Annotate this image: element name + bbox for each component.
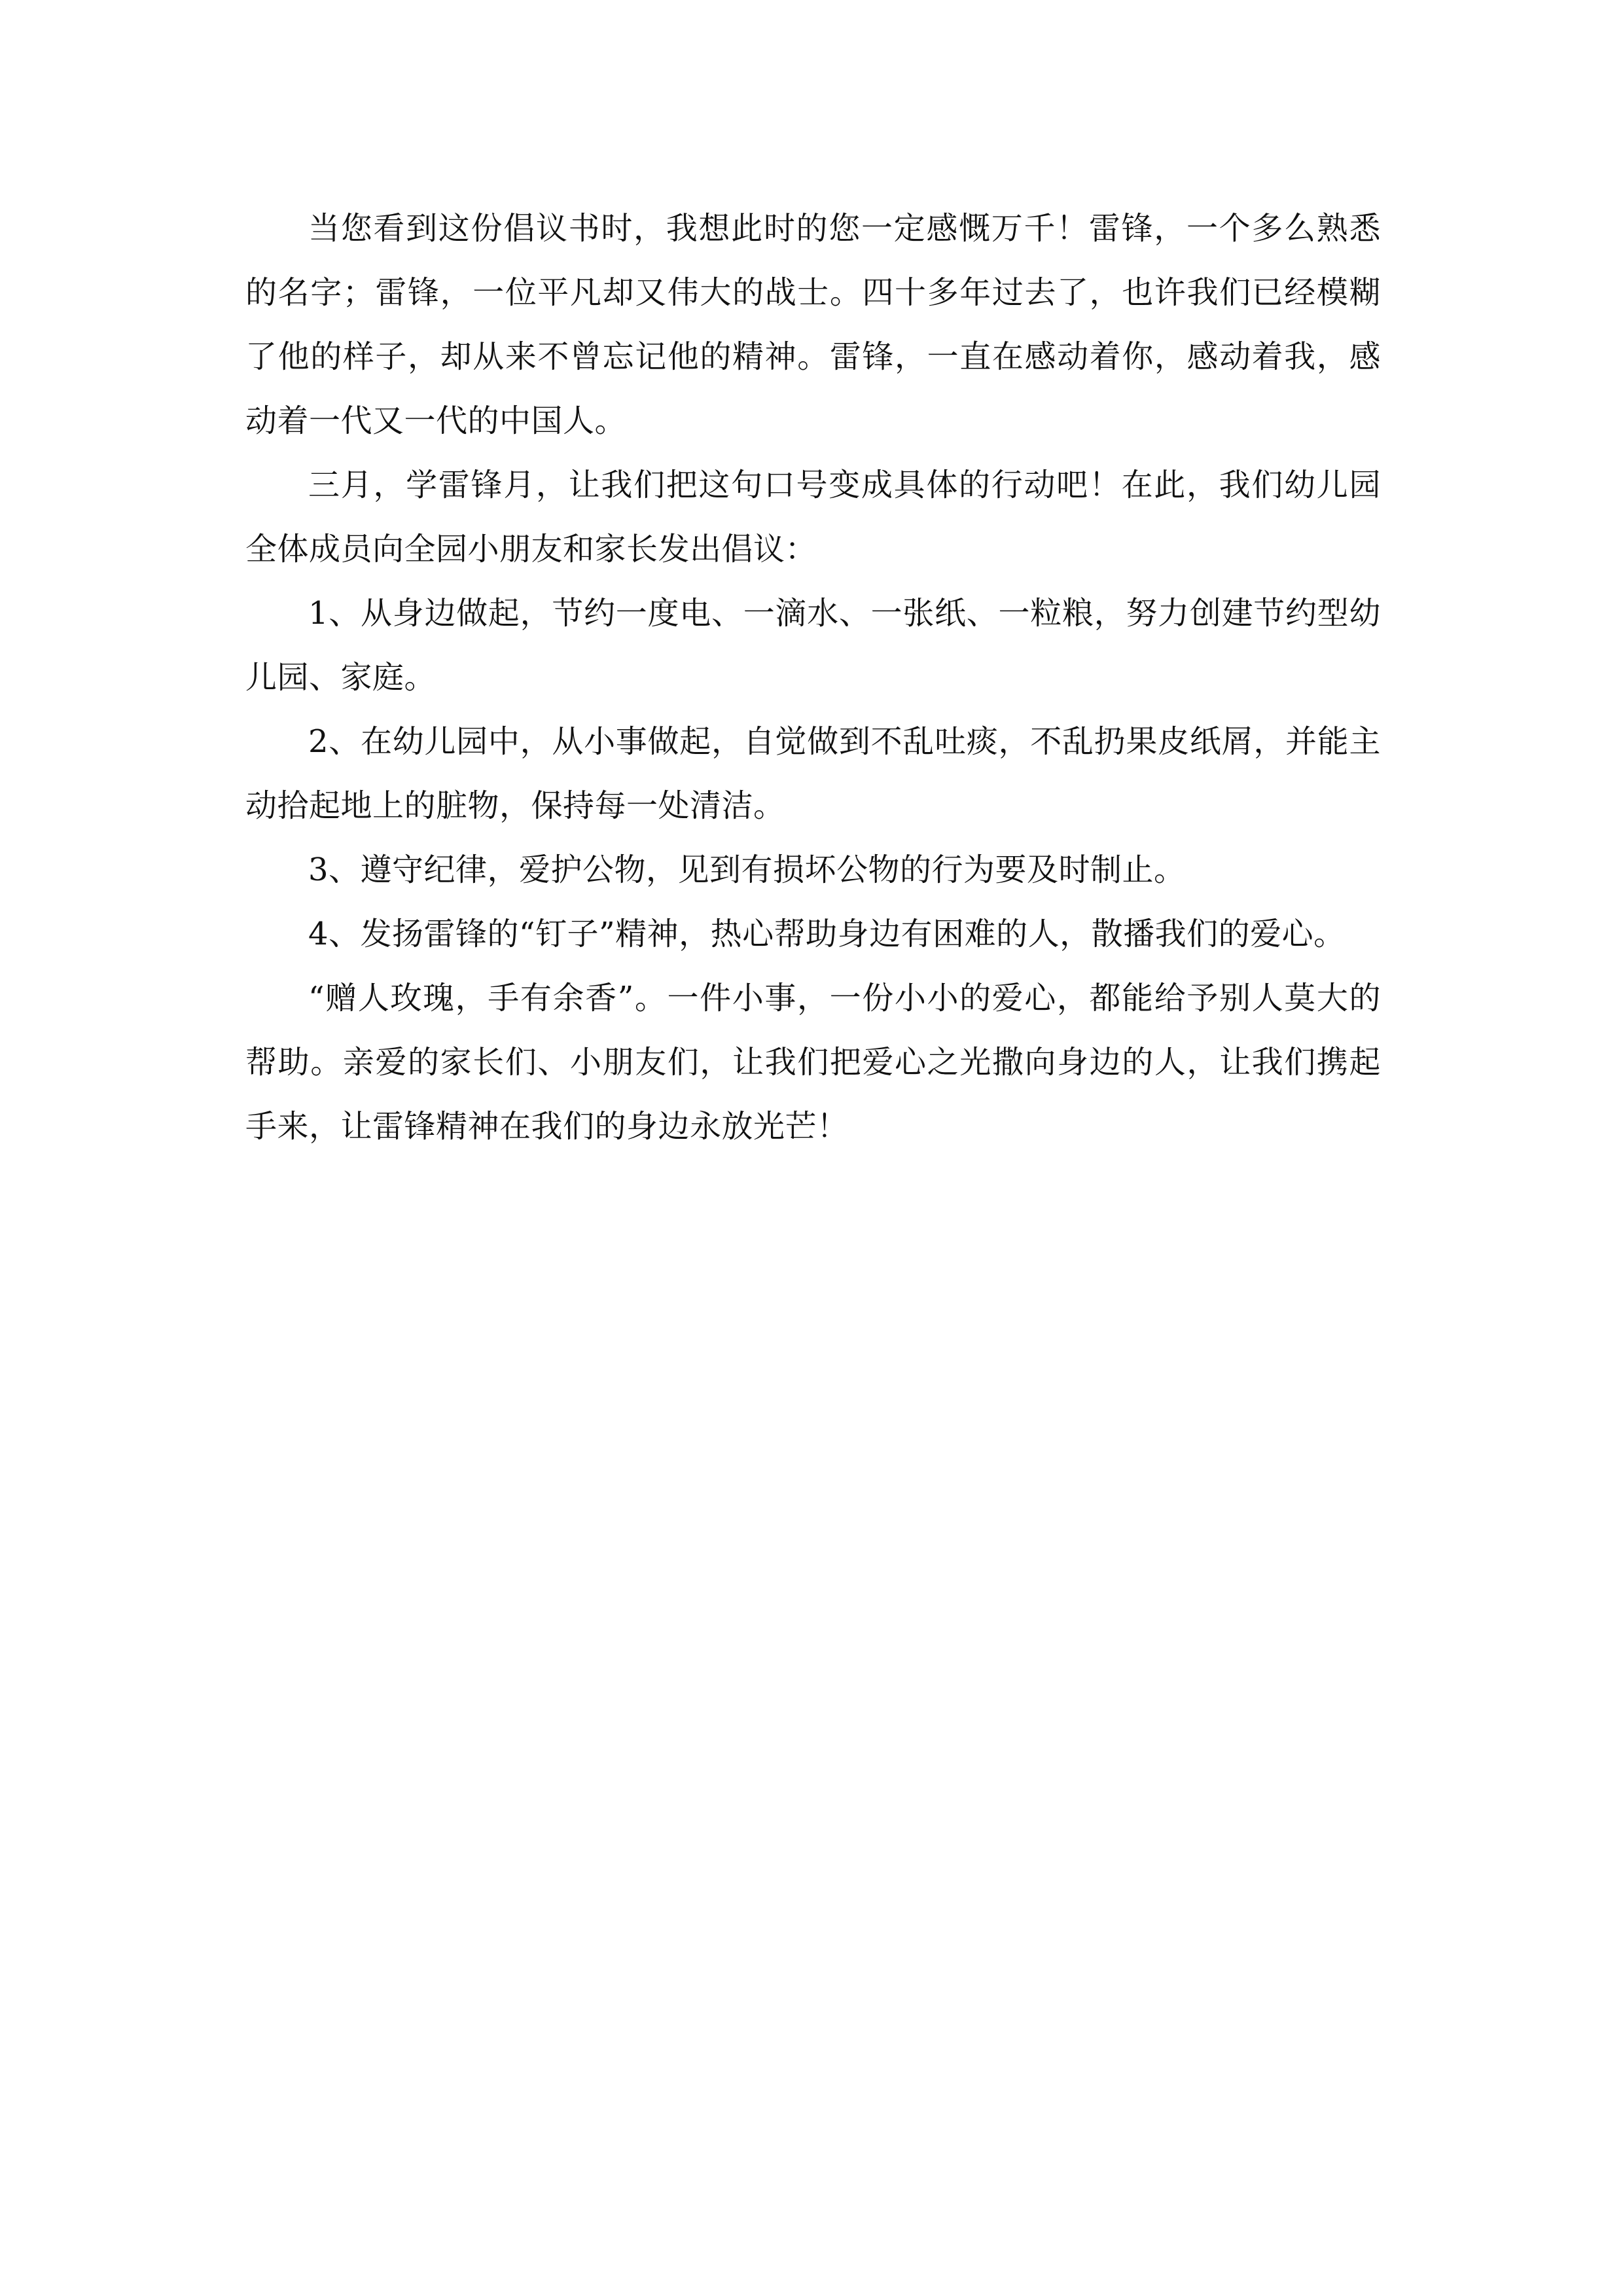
paragraph-intro: 当您看到这份倡议书时，我想此时的您一定感慨万千！雷锋，一个多么熟悉的名字；雷锋，一位平凡却又伟大的战士。四十多年过去了，也许我们已经模糊了他的样子，却从来不曾忘记他的精神。雷锋，一直在感动着你，感动着我，感动着一代又一代的中国人。	[245, 210, 1381, 439]
paragraph-item-4: 4、发扬雷锋的“钉子”精神，热心帮助身边有困难的人，散播我们的爱心。	[308, 916, 1346, 952]
paragraph-item-1: 1、从身边做起，节约一度电、一滴水、一张纸、一粒粮，努力创建节约型幼儿园、家庭。	[245, 595, 1381, 696]
paragraph-call-to-action: 三月，学雷锋月，让我们把这句口号变成具体的行动吧！在此，我们幼儿园全体成员向全园小朋友和家长发出倡议：	[245, 467, 1381, 567]
paragraph-item-2: 2、在幼儿园中，从小事做起，自觉做到不乱吐痰，不乱扔果皮纸屑，并能主动拾起地上的脏物，保持每一处清洁。	[245, 723, 1381, 824]
paragraph-item-3: 3、遵守纪律，爱护公物，见到有损坏公物的行为要及时制止。	[308, 852, 1186, 888]
paragraph-closing: “赠人玫瑰，手有余香”。一件小事，一份小小的爱心，都能给予别人莫大的帮助。亲爱的家长们、小朋友们，让我们把爱心之光撒向身边的人，让我们携起手来，让雷锋精神在我们的身边永放光芒！	[245, 980, 1381, 1145]
document-body	[245, 196, 1381, 1158]
